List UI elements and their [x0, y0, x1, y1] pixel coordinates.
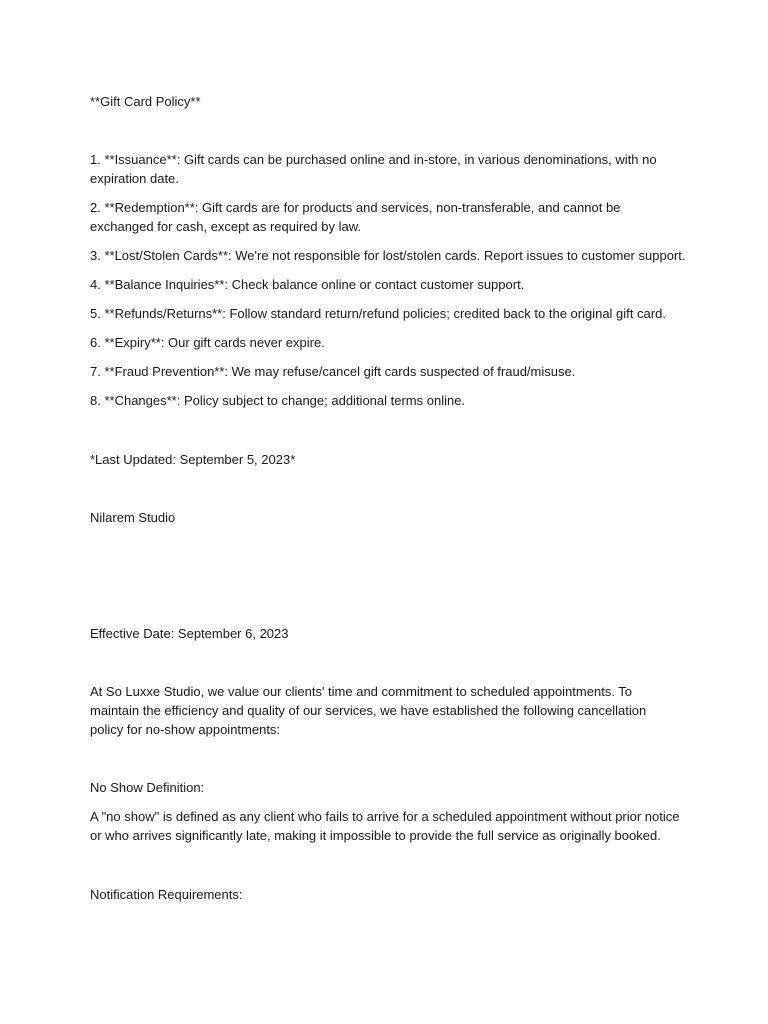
policy-item-changes: 8. **Changes**: Policy subject to change; additional terms online.: [90, 393, 466, 408]
effective-date: Effective Date: September 6, 2023: [90, 626, 289, 641]
last-updated: *Last Updated: September 5, 2023*: [90, 452, 296, 467]
no-show-definition: A "no show" is defined as any client who fails to arrive for a scheduled appointment without prior notice or who arrives significantly late, making it impossible to provide the full service as originally booked.: [90, 809, 680, 843]
policy-item-expiry: 6. **Expiry**: Our gift cards never expire.: [90, 335, 325, 350]
policy-item-fraud: 7. **Fraud Prevention**: We may refuse/cancel gift cards suspected of fraud/misuse.: [90, 364, 576, 379]
no-show-heading: No Show Definition:: [90, 780, 205, 795]
notification-heading: Notification Requirements:: [90, 887, 243, 902]
policy-item-issuance: 1. **Issuance**: Gift cards can be purchased online and in-store, in various denominations, with no expiration date.: [90, 152, 657, 186]
policy-item-lost-stolen: 3. **Lost/Stolen Cards**: We're not responsible for lost/stolen cards. Report issues to customer support.: [90, 248, 686, 263]
gift-card-policy-title: **Gift Card Policy**: [90, 94, 201, 109]
studio-name: Nilarem Studio: [90, 510, 176, 525]
intro-paragraph: At So Luxxe Studio, we value our clients' time and commitment to scheduled appointments. To maintain the efficiency and quality of our services, we have established the following cancellation policy for no-show appointments:: [90, 684, 647, 737]
policy-item-redemption: 2. **Redemption**: Gift cards are for products and services, non-transferable, and cannot be exchanged for cash, except as required by law.: [90, 200, 621, 234]
policy-item-balance: 4. **Balance Inquiries**: Check balance online or contact customer support.: [90, 277, 525, 292]
policy-item-refunds: 5. **Refunds/Returns**: Follow standard return/refund policies; credited back to the original gift card.: [90, 306, 666, 321]
